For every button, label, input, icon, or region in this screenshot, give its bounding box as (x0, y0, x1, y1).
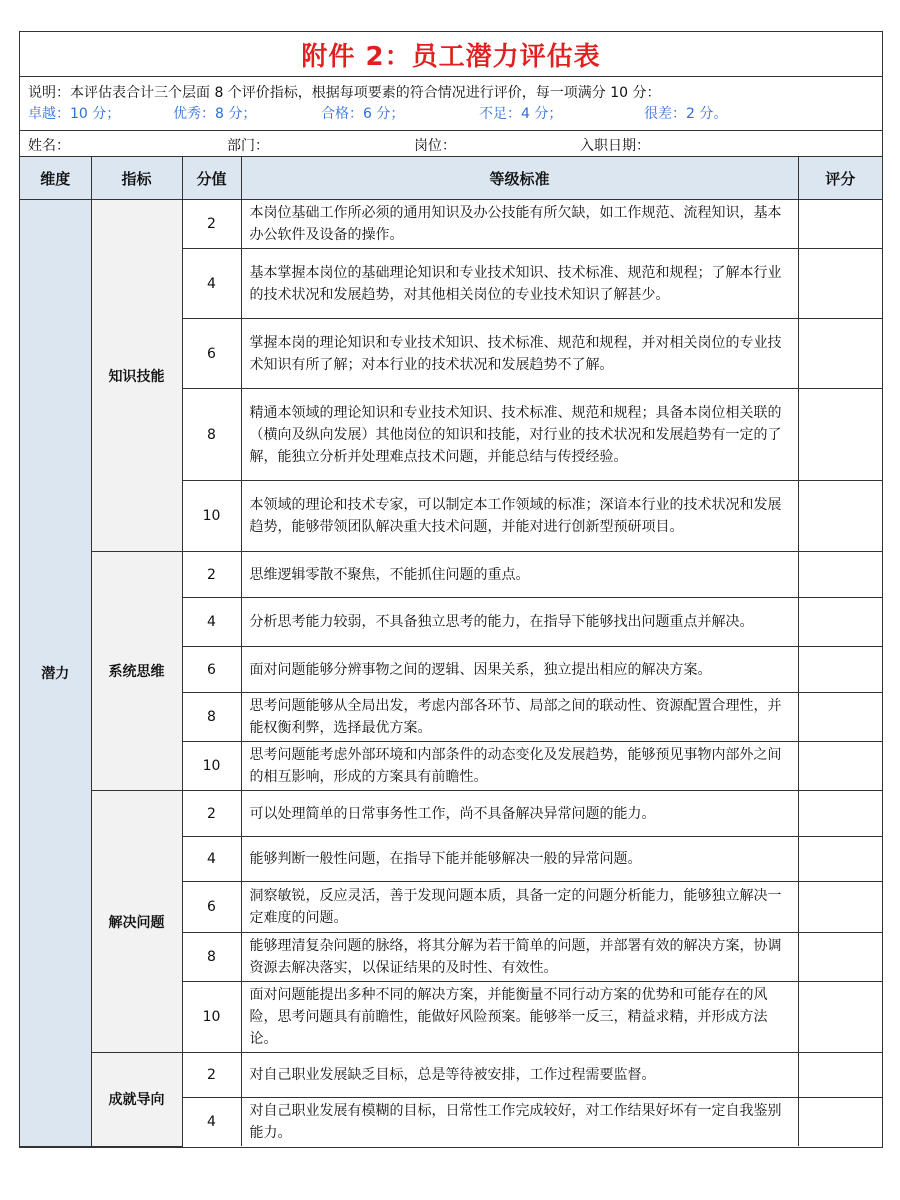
header-indicator: 指标 (91, 157, 182, 200)
indicator-cell: 系统思维 (91, 552, 182, 791)
criteria-cell: 面对问题能够分辨事物之间的逻辑、因果关系，独立提出相应的解决方案。 (241, 647, 798, 693)
indicator-cell: 知识技能 (91, 200, 182, 552)
rating-cell[interactable] (798, 693, 882, 742)
criteria-cell: 精通本领域的理论知识和专业技术知识、技术标准、规范和规程；具备本岗位相关联的（横向及纵向发展）其他岗位的知识和技能，对行业的技术状况和发展趋势有一定的了解，能独立分析并处理难点技术问题，并能总结与传授经验。 (241, 389, 798, 481)
criteria-cell: 思考问题能考虑外部环境和内部条件的动态变化及发展趋势，能够预见事物内部外之间的相互影响，形成的方案具有前瞻性。 (241, 742, 798, 791)
evaluation-form (19, 31, 883, 1148)
criteria-cell: 能够判断一般性问题，在指导下能并能够解决一般的异常问题。 (241, 837, 798, 882)
criteria-cell: 本领域的理论和技术专家，可以制定本工作领域的标准；深谙本行业的技术状况和发展趋势，能够带领团队解决重大技术问题，并能对进行创新型预研项目。 (241, 481, 798, 552)
dimension-cell: 潜力 (20, 200, 91, 1147)
criteria-table (20, 157, 882, 1147)
rating-cell[interactable] (798, 1098, 882, 1147)
rating-levels (28, 104, 874, 125)
header-rating: 评分 (798, 157, 882, 200)
criteria-cell: 对自己职业发展缺乏目标，总是等待被安排，工作过程需要监督。 (241, 1053, 798, 1098)
position-label: 岗位： (414, 138, 456, 154)
table-row (20, 791, 882, 837)
score-cell: 10 (182, 481, 241, 552)
rating-cell[interactable] (798, 319, 882, 389)
rating-cell[interactable] (798, 1053, 882, 1098)
page-title: 附件 2：员工潜力评估表 (20, 32, 882, 77)
rating-cell[interactable] (798, 742, 882, 791)
employee-info-row (20, 131, 882, 157)
rating-cell[interactable] (798, 647, 882, 693)
criteria-cell: 洞察敏锐，反应灵活，善于发现问题本质，具备一定的问题分析能力，能够独立解决一定难度的问题。 (241, 882, 798, 933)
department-label: 部门： (227, 138, 269, 154)
table-header-row (20, 157, 882, 200)
rating-cell[interactable] (798, 933, 882, 982)
table-row (20, 1053, 882, 1098)
instructions (20, 77, 882, 131)
header-criteria: 等级标准 (241, 157, 798, 200)
score-cell: 4 (182, 1098, 241, 1147)
rating-cell[interactable] (798, 791, 882, 837)
criteria-cell: 分析思考能力较弱，不具备独立思考的能力，在指导下能够找出问题重点并解决。 (241, 598, 798, 647)
criteria-cell: 思维逻辑零散不聚焦，不能抓住问题的重点。 (241, 552, 798, 598)
level-pass: 合格：6 分； (321, 106, 405, 122)
score-cell: 2 (182, 1053, 241, 1098)
rating-cell[interactable] (798, 882, 882, 933)
criteria-cell: 能够理清复杂问题的脉络，将其分解为若干简单的问题，并部署有效的解决方案，协调资源去解决落实，以保证结果的及时性、有效性。 (241, 933, 798, 982)
hire-date-label: 入职日期： (580, 138, 650, 154)
rating-cell[interactable] (798, 837, 882, 882)
rating-cell[interactable] (798, 598, 882, 647)
table-row (20, 552, 882, 598)
instructions-text: 说明：本评估表合计三个层面 8 个评价指标，根据每项要素的符合情况进行评价，每一项满分 10 分： (28, 85, 661, 101)
rating-cell[interactable] (798, 982, 882, 1053)
score-cell: 6 (182, 882, 241, 933)
level-good: 优秀：8 分； (173, 106, 257, 122)
score-cell: 10 (182, 742, 241, 791)
rating-cell[interactable] (798, 552, 882, 598)
rating-cell[interactable] (798, 200, 882, 249)
score-cell: 8 (182, 389, 241, 481)
indicator-cell: 成就导向 (91, 1053, 182, 1147)
score-cell: 6 (182, 647, 241, 693)
score-cell: 2 (182, 552, 241, 598)
criteria-cell: 基本掌握本岗位的基础理论知识和专业技术知识、技术标准、规范和规程；了解本行业的技术状况和发展趋势，对其他相关岗位的专业技术知识了解甚少。 (241, 249, 798, 319)
score-cell: 4 (182, 598, 241, 647)
score-cell: 2 (182, 200, 241, 249)
score-cell: 8 (182, 693, 241, 742)
score-cell: 10 (182, 982, 241, 1053)
criteria-cell: 面对问题能提出多种不同的解决方案，并能衡量不同行动方案的优势和可能存在的风险，思考问题具有前瞻性，能做好风险预案。能够举一反三，精益求精，并形成方法论。 (241, 982, 798, 1053)
score-cell: 6 (182, 319, 241, 389)
header-dimension: 维度 (20, 157, 91, 200)
level-insufficient: 不足：4 分； (479, 106, 563, 122)
criteria-cell: 掌握本岗的理论知识和专业技术知识、技术标准、规范和规程，并对相关岗位的专业技术知识有所了解；对本行业的技术状况和发展趋势不了解。 (241, 319, 798, 389)
score-cell: 2 (182, 791, 241, 837)
score-cell: 8 (182, 933, 241, 982)
rating-cell[interactable] (798, 481, 882, 552)
level-excellent: 卓越：10 分； (28, 106, 121, 122)
criteria-cell: 可以处理简单的日常事务性工作，尚不具备解决异常问题的能力。 (241, 791, 798, 837)
name-label: 姓名： (28, 138, 70, 154)
header-score: 分值 (182, 157, 241, 200)
rating-cell[interactable] (798, 389, 882, 481)
table-row (20, 200, 882, 249)
score-cell: 4 (182, 249, 241, 319)
indicator-cell: 解决问题 (91, 791, 182, 1053)
criteria-cell: 对自己职业发展有模糊的目标，日常性工作完成较好，对工作结果好坏有一定自我鉴别能力。 (241, 1098, 798, 1147)
rating-cell[interactable] (798, 249, 882, 319)
score-cell: 4 (182, 837, 241, 882)
level-poor: 很差：2 分。 (644, 106, 728, 122)
criteria-cell: 本岗位基础工作所必须的通用知识及办公技能有所欠缺，如工作规范、流程知识，基本办公软件及设备的操作。 (241, 200, 798, 249)
criteria-cell: 思考问题能够从全局出发，考虑内部各环节、局部之间的联动性、资源配置合理性，并能权衡利弊，选择最优方案。 (241, 693, 798, 742)
